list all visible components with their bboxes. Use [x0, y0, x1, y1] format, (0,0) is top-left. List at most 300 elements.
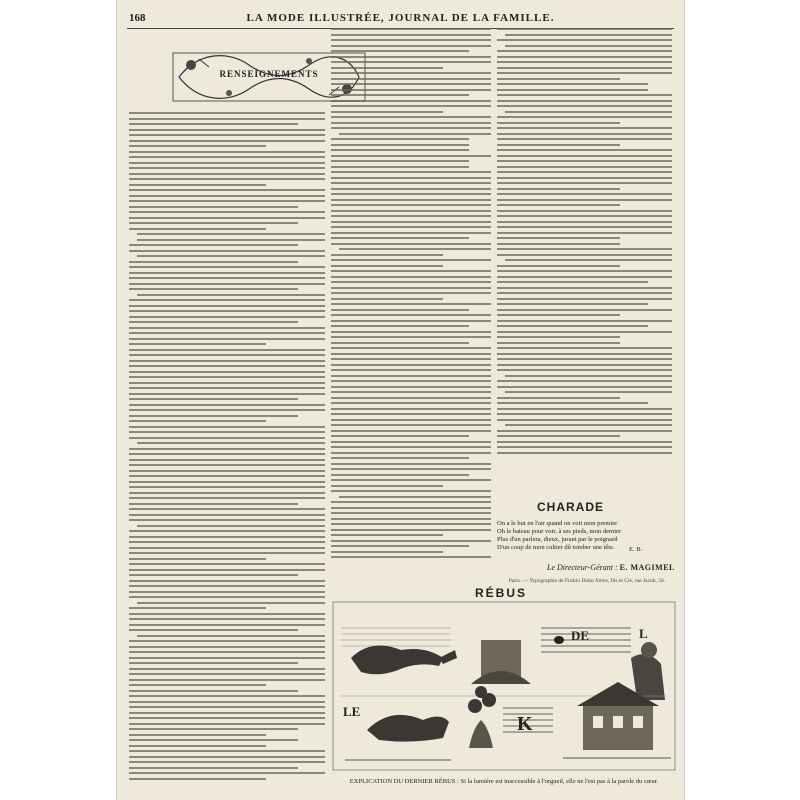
text-line — [129, 250, 325, 252]
text-line — [497, 364, 672, 366]
text-line — [331, 28, 491, 30]
text-line — [497, 331, 672, 333]
text-line — [129, 118, 325, 120]
text-line — [497, 94, 672, 96]
text-line — [331, 232, 491, 234]
text-line — [505, 45, 672, 47]
rebus-letter-l: L — [639, 626, 648, 641]
text-line — [129, 266, 325, 268]
text-line — [129, 189, 325, 191]
text-line — [497, 243, 620, 245]
director-name: E. MAGIMEL — [619, 563, 675, 572]
text-line — [137, 239, 325, 241]
text-line — [129, 228, 266, 230]
text-line — [331, 215, 491, 217]
text-line — [497, 369, 672, 371]
text-line — [497, 89, 648, 91]
text-line — [497, 292, 672, 294]
text-line — [129, 448, 325, 450]
text-line — [497, 204, 620, 206]
text-line — [129, 184, 266, 186]
text-line — [129, 310, 325, 312]
text-line — [129, 167, 325, 169]
text-line — [129, 624, 325, 626]
text-line — [129, 376, 325, 378]
text-line — [331, 45, 491, 47]
text-line — [497, 380, 672, 382]
text-line — [497, 347, 672, 349]
text-line — [331, 457, 469, 459]
rebus-engraving-icon — [331, 588, 677, 773]
text-line — [331, 292, 491, 294]
rebus-caption-text: : Si la lumière est inaccessible à l'orgueil, elle ne l'est pas à la parole du cœur. — [457, 778, 659, 785]
text-line — [497, 265, 620, 267]
text-line — [129, 404, 325, 406]
text-line — [331, 446, 491, 448]
text-line — [129, 591, 325, 593]
text-line — [129, 365, 325, 367]
text-line — [129, 596, 325, 598]
text-line — [331, 320, 491, 322]
text-line — [129, 750, 325, 752]
text-line — [497, 254, 672, 256]
text-line — [129, 756, 325, 758]
text-line — [129, 668, 325, 670]
text-line — [129, 728, 298, 730]
text-line — [331, 171, 491, 173]
text-line — [331, 518, 491, 520]
charade-line: D'un coup de mon cultier dû tomber une tête. — [497, 544, 615, 551]
text-line — [129, 657, 325, 659]
text-line — [331, 287, 491, 289]
text-line — [331, 67, 443, 69]
text-line — [497, 232, 672, 234]
text-line — [331, 138, 469, 140]
text-line — [331, 100, 491, 102]
text-line — [129, 684, 266, 686]
text-line — [129, 679, 325, 681]
text-line — [129, 316, 325, 318]
text-line — [331, 199, 491, 201]
text-line — [129, 338, 325, 340]
text-line — [331, 155, 491, 157]
text-column-1 — [129, 112, 325, 790]
text-line — [497, 446, 672, 448]
text-line — [331, 270, 491, 272]
text-line — [497, 226, 672, 228]
text-line — [497, 276, 672, 278]
rebus-letter-k: K — [517, 713, 533, 735]
text-line — [129, 662, 298, 664]
text-line — [331, 89, 491, 91]
text-line — [331, 474, 469, 476]
text-line — [497, 100, 672, 102]
text-line — [497, 177, 672, 179]
text-line — [129, 536, 325, 538]
text-line — [497, 56, 672, 58]
text-line — [129, 173, 325, 175]
text-line — [129, 607, 266, 609]
text-line — [331, 149, 469, 151]
text-line — [137, 635, 325, 637]
text-line — [331, 430, 491, 432]
text-line — [137, 442, 325, 444]
text-line — [129, 371, 325, 373]
text-line — [331, 160, 469, 162]
text-line — [497, 28, 672, 30]
text-line — [505, 391, 672, 393]
text-line — [331, 490, 491, 492]
text-line — [331, 375, 491, 377]
text-line — [129, 745, 266, 747]
text-line — [331, 391, 491, 393]
charade-signature: E. B. — [629, 546, 643, 553]
text-line — [129, 145, 266, 147]
text-line — [331, 507, 491, 509]
text-line — [129, 360, 325, 362]
text-line — [129, 646, 325, 648]
rebus-letters-le: LE — [343, 704, 361, 719]
running-head — [127, 8, 674, 29]
text-line — [331, 61, 491, 63]
charade-line: On a le but en l'air quand on voit mon premier — [497, 520, 618, 527]
text-line — [497, 325, 648, 327]
text-line — [129, 398, 298, 400]
text-line — [129, 321, 298, 323]
text-line — [331, 353, 491, 355]
text-line — [129, 431, 325, 433]
text-line — [331, 122, 491, 124]
text-line — [331, 39, 491, 41]
text-line — [497, 408, 672, 410]
text-line — [331, 188, 491, 190]
text-line — [497, 188, 620, 190]
text-line — [129, 140, 325, 142]
text-line — [129, 734, 266, 736]
text-line — [129, 651, 325, 653]
text-line — [331, 276, 491, 278]
text-line — [331, 281, 491, 283]
text-line — [129, 519, 325, 521]
text-line — [331, 424, 491, 426]
text-line — [331, 523, 491, 525]
text-line — [497, 413, 672, 415]
text-line — [497, 39, 672, 41]
charade-line: Oh le bateau pour voir, à ses pieds, mon dernier — [497, 528, 622, 535]
page-number: 168 — [129, 12, 146, 24]
text-line — [497, 314, 620, 316]
text-line — [331, 243, 491, 245]
text-line — [129, 453, 325, 455]
text-line — [497, 67, 672, 69]
text-line — [129, 695, 325, 697]
text-line — [129, 151, 325, 153]
text-line — [129, 530, 325, 532]
charade-title: CHARADE — [537, 500, 604, 514]
text-line — [129, 778, 266, 780]
text-line — [129, 327, 325, 329]
text-line — [129, 162, 325, 164]
text-line — [331, 479, 491, 481]
text-line — [497, 270, 672, 272]
text-line — [331, 166, 469, 168]
text-line — [497, 298, 672, 300]
charade-text — [497, 520, 677, 552]
text-line — [497, 116, 672, 118]
rebus-caption — [331, 778, 677, 785]
text-line — [331, 342, 469, 344]
text-line — [137, 294, 325, 296]
text-line — [129, 288, 298, 290]
text-line — [497, 248, 672, 250]
text-line — [129, 283, 325, 285]
text-line — [497, 309, 672, 311]
text-line — [331, 303, 491, 305]
text-line — [129, 244, 298, 246]
text-line — [129, 569, 325, 571]
text-line — [129, 129, 325, 131]
text-line — [497, 287, 672, 289]
text-line — [129, 211, 325, 213]
text-line — [129, 387, 325, 389]
text-line — [497, 452, 672, 454]
text-line — [129, 470, 325, 472]
text-line — [331, 485, 443, 487]
text-line — [331, 83, 491, 85]
text-line — [331, 534, 443, 536]
text-line — [129, 486, 325, 488]
text-line — [129, 673, 325, 675]
text-line — [331, 265, 443, 267]
text-line — [331, 259, 491, 261]
text-line — [129, 420, 266, 422]
text-line — [129, 343, 266, 345]
rebus-caption-lead: EXPLICATION DU DERNIER RÉBUS — [349, 778, 456, 785]
text-line — [129, 580, 325, 582]
text-line — [497, 182, 672, 184]
text-line — [497, 50, 672, 52]
journal-title: LA MODE ILLUSTRÉE, JOURNAL DE LA FAMILLE. — [246, 12, 555, 24]
text-line — [129, 156, 325, 158]
text-line — [497, 336, 620, 338]
text-line — [129, 299, 325, 301]
text-line — [331, 298, 443, 300]
text-line — [129, 712, 325, 714]
text-line — [137, 255, 325, 257]
text-line — [129, 222, 298, 224]
text-line — [129, 547, 325, 549]
text-line — [331, 347, 491, 349]
rebus-title: RÉBUS — [474, 586, 527, 600]
text-line — [129, 123, 298, 125]
text-line — [497, 72, 672, 74]
text-line — [331, 144, 469, 146]
text-line — [129, 272, 325, 274]
text-line — [497, 160, 672, 162]
text-line — [497, 441, 672, 443]
text-line — [497, 166, 672, 168]
text-line — [339, 248, 491, 250]
text-line — [129, 178, 325, 180]
text-line — [497, 435, 620, 437]
text-line — [129, 508, 325, 510]
text-line — [331, 397, 491, 399]
charade-line: Plus d'un parlera, dieux, jurant par le poignard — [497, 536, 618, 543]
text-line — [331, 210, 491, 212]
text-line — [129, 640, 325, 642]
text-line — [505, 111, 672, 113]
text-line — [331, 314, 491, 316]
text-line — [129, 261, 298, 263]
text-line — [129, 382, 325, 384]
text-line — [505, 259, 672, 261]
text-line — [129, 332, 325, 334]
text-line — [129, 574, 298, 576]
text-line — [497, 419, 672, 421]
text-line — [331, 540, 491, 542]
text-line — [129, 415, 298, 417]
text-column-2 — [331, 28, 491, 568]
text-line — [497, 171, 672, 173]
text-line — [129, 409, 325, 411]
text-line — [497, 353, 672, 355]
text-line — [331, 193, 491, 195]
text-line — [129, 618, 325, 620]
imprint: Paris. — Typographie de Firmin Didot frères, fils et Cie, rue Jacob, 56. — [508, 578, 666, 584]
text-line — [497, 155, 672, 157]
text-line — [331, 413, 491, 415]
text-line — [339, 496, 491, 498]
text-line — [129, 723, 325, 725]
text-line — [331, 358, 491, 360]
text-line — [129, 585, 325, 587]
text-line — [137, 525, 325, 527]
text-line — [129, 497, 325, 499]
text-line — [497, 144, 620, 146]
text-line — [331, 50, 469, 52]
text-line — [505, 424, 672, 426]
text-line — [331, 419, 491, 421]
text-line — [497, 83, 648, 85]
text-line — [129, 426, 325, 428]
text-line — [497, 221, 672, 223]
text-line — [331, 386, 491, 388]
text-line — [129, 354, 325, 356]
text-line — [497, 210, 672, 212]
text-line — [331, 309, 469, 311]
text-line — [129, 393, 325, 395]
text-line — [497, 215, 672, 217]
text-column-3 — [497, 28, 672, 458]
text-line — [497, 430, 672, 432]
text-line — [331, 435, 469, 437]
text-line — [331, 551, 443, 553]
text-line — [497, 281, 648, 283]
text-line — [331, 127, 491, 129]
text-line — [331, 116, 491, 118]
text-line — [129, 690, 298, 692]
text-line — [331, 441, 491, 443]
text-line — [129, 206, 298, 208]
text-line — [331, 325, 469, 327]
text-line — [497, 237, 620, 239]
text-line — [129, 464, 325, 466]
text-line — [497, 303, 648, 305]
text-line — [129, 200, 325, 202]
text-line — [129, 112, 325, 114]
text-line — [129, 503, 298, 505]
text-line — [497, 397, 620, 399]
text-line — [331, 72, 491, 74]
director-line — [547, 563, 675, 572]
text-line — [331, 78, 491, 80]
text-line — [331, 204, 491, 206]
text-line — [129, 739, 298, 741]
text-line — [497, 149, 672, 151]
text-line — [497, 342, 620, 344]
text-line — [497, 138, 672, 140]
text-line — [129, 541, 325, 543]
text-line — [331, 402, 491, 404]
text-line — [129, 717, 325, 719]
text-line — [129, 701, 325, 703]
rebus-letters-de: DE — [571, 628, 590, 643]
text-line — [331, 364, 491, 366]
text-line — [129, 134, 325, 136]
text-line — [505, 34, 672, 36]
text-line — [331, 226, 491, 228]
text-line — [129, 217, 325, 219]
text-line — [497, 78, 620, 80]
newspaper-page — [117, 0, 684, 800]
section-title: RENSEIGNEMENTS — [219, 69, 319, 79]
text-line — [497, 61, 672, 63]
text-line — [129, 629, 298, 631]
text-line — [331, 336, 491, 338]
director-label: Le Directeur-Gérant : — [547, 563, 618, 572]
text-line — [331, 221, 491, 223]
text-line — [129, 459, 325, 461]
text-line — [331, 182, 491, 184]
text-line — [331, 331, 491, 333]
text-line — [129, 475, 325, 477]
text-line — [129, 305, 325, 307]
text-line — [331, 545, 469, 547]
text-line — [339, 133, 491, 135]
text-line — [331, 408, 491, 410]
text-line — [129, 706, 325, 708]
text-line — [497, 358, 672, 360]
text-line — [129, 761, 325, 763]
text-line — [497, 127, 672, 129]
text-line — [129, 558, 266, 560]
rebus-illustration — [331, 588, 677, 768]
text-line — [129, 613, 325, 615]
text-line — [331, 254, 443, 256]
text-line — [331, 111, 443, 113]
text-line — [497, 199, 672, 201]
text-line — [331, 34, 491, 36]
text-line — [331, 468, 491, 470]
text-line — [331, 94, 469, 96]
text-line — [497, 193, 672, 195]
text-line — [497, 133, 672, 135]
text-line — [497, 105, 672, 107]
text-line — [129, 514, 325, 516]
text-line — [137, 602, 325, 604]
text-line — [137, 233, 325, 235]
text-line — [129, 277, 325, 279]
